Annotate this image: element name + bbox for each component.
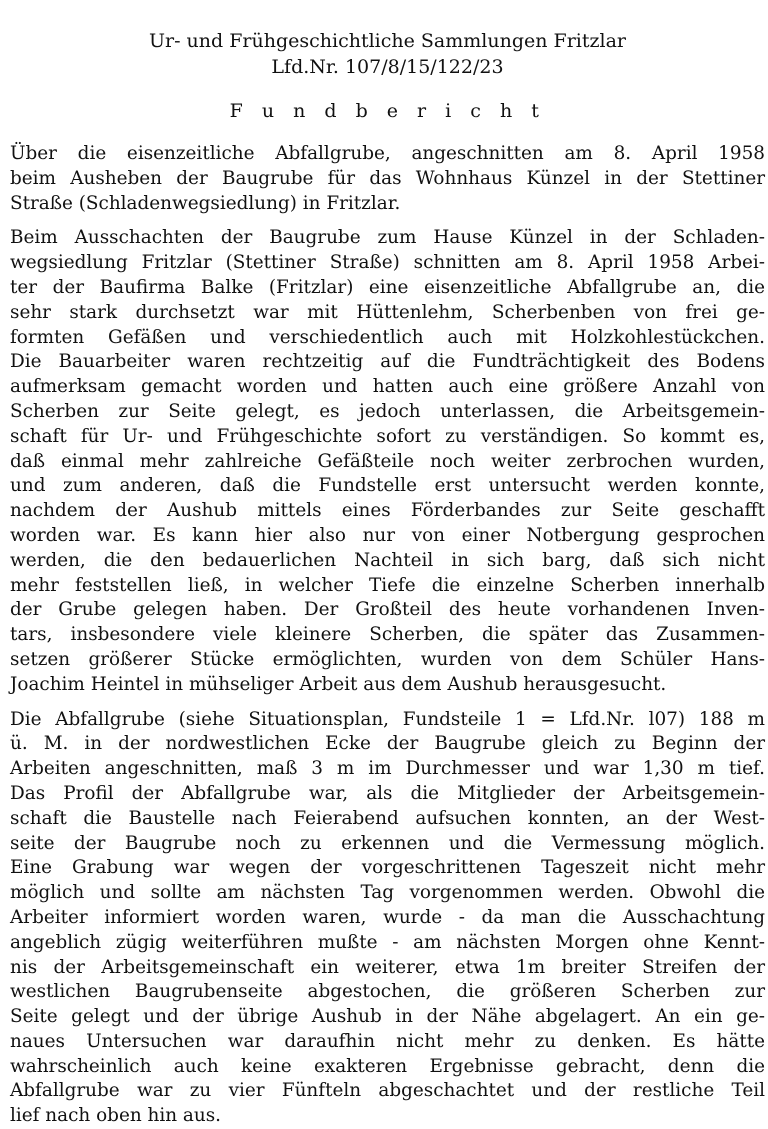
text-line: angeblich zügig weiterführen mußte - am nächsten Morgen ohne Kennt- <box>10 931 765 953</box>
text-line: Straße (Schladenwegsiedlung) in Fritzlar. <box>10 192 401 214</box>
text-line: Abfallgrube war zu vier Fünfteln abgeschachtet und der restliche Teil <box>10 1080 765 1102</box>
paragraph-2 <box>10 226 765 697</box>
text-line: schaft die Baustelle nach Feierabend aufsuchen konnten, an der West- <box>10 807 765 829</box>
text-line: setzen größerer Stücke ermöglichten, wurden von dem Schüler Hans- <box>10 648 765 670</box>
text-line: nis der Arbeitsgemeinschaft ein weiterer, etwa 1m breiter Streifen der <box>10 956 765 978</box>
text-line: Arbeiter informiert worden waren, wurde - da man die Ausschachtung <box>10 906 765 928</box>
text-line: mehr feststellen ließ, in welcher Tiefe die einzelne Scherben innerhalb <box>10 574 765 596</box>
paragraph-3 <box>10 708 765 1129</box>
text-line: formten Gefäßen und verschiedentlich auch mit Holzkohlestückchen. <box>10 326 765 348</box>
paragraph-1 <box>10 142 765 216</box>
text-line: ter der Baufirma Balke (Fritzlar) eine eisenzeitliche Abfallgrube an, die <box>10 276 765 298</box>
text-line: werden, die den bedauerlichen Nachteil in sich barg, daß sich nicht <box>10 549 765 571</box>
text-line: schaft für Ur- und Frühgeschichte sofort zu verständigen. So kommt es, <box>10 425 765 447</box>
text-line: Joachim Heintel in mühseliger Arbeit aus dem Aushub herausgesucht. <box>10 673 667 695</box>
text-line: Scherben zur Seite gelegt, es jedoch unterlassen, die Arbeitsgemein- <box>10 400 765 422</box>
document-page <box>10 28 765 1129</box>
document-title: F u n d b e r i c h t <box>229 100 546 122</box>
text-line: der Grube gelegen haben. Der Großteil des heute vorhandenen Inven- <box>10 599 765 621</box>
text-line: ü. M. in der nordwestlichen Ecke der Baugrube gleich zu Beginn der <box>10 733 765 755</box>
text-line: naues Untersuchen war daraufhin nicht mehr zu denken. Es hätte <box>10 1030 765 1052</box>
text-line: Eine Grabung war wegen der vorgeschrittenen Tageszeit nicht mehr <box>10 857 765 879</box>
text-line: wahrscheinlich auch keine exakteren Ergebnisse gebracht, denn die <box>10 1055 765 1077</box>
text-line: Beim Ausschachten der Baugrube zum Hause Künzel in der Schladen- <box>10 227 765 249</box>
text-line: wegsiedlung Fritzlar (Stettiner Straße) schnitten am 8. April 1958 Arbei- <box>10 252 765 274</box>
paragraph-gap <box>10 698 765 708</box>
text-line: Seite gelegt und der übrige Aushub in der Nähe abgelagert. An ein ge- <box>10 1006 765 1028</box>
text-line: lief nach oben hin aus. <box>10 1105 222 1127</box>
text-line: Über die eisenzeitliche Abfallgrube, angeschnitten am 8. April 1958 <box>10 143 765 164</box>
text-line: westlichen Baugrubenseite abgestochen, die größeren Scherben zur <box>10 981 765 1003</box>
text-line: sehr stark durchsetzt war mit Hüttenlehm, Scherbenben von frei ge- <box>10 301 765 323</box>
institution-heading: Ur- und Frühgeschichtliche Sammlungen Fritzlar <box>149 30 626 52</box>
text-line: beim Ausheben der Baugrube für das Wohnhaus Künzel in der Stettiner <box>10 167 765 189</box>
text-line: tars, insbesondere viele kleinere Scherben, die später das Zusammen- <box>10 624 765 646</box>
text-line: möglich und sollte am nächsten Tag vorgenommen werden. Obwohl die <box>10 882 765 904</box>
text-line: Das Profil der Abfallgrube war, als die Mitglieder der Arbeitsgemein- <box>10 782 765 804</box>
paragraph-gap <box>10 216 765 226</box>
text-line: Die Abfallgrube (siehe Situationsplan, Fundsteile 1 = Lfd.Nr. l07) 188 m <box>10 708 765 730</box>
text-line: worden war. Es kann hier also nur von einer Notbergung gesprochen <box>10 524 765 546</box>
text-line: nachdem der Aushub mittels eines Förderbandes zur Seite geschafft <box>10 500 765 522</box>
text-line: daß einmal mehr zahlreiche Gefäßteile noch weiter zerbrochen wurden, <box>10 450 765 472</box>
text-line: und zum anderen, daß die Fundstelle erst untersucht werden konnte, <box>10 475 765 497</box>
text-line: Die Bauarbeiter waren rechtzeitig auf die Fundträchtigkeit des Bodens <box>10 351 765 373</box>
text-line: Arbeiten angeschnitten, maß 3 m im Durchmesser und war 1,30 m tief. <box>10 758 765 780</box>
text-line: seite der Baugrube noch zu erkennen und die Vermessung möglich. <box>10 832 765 854</box>
reference-number: Lfd.Nr. 107/8/15/122/23 <box>271 56 504 78</box>
text-line: aufmerksam gemacht worden und hatten auch eine größere Anzahl von <box>10 376 765 398</box>
